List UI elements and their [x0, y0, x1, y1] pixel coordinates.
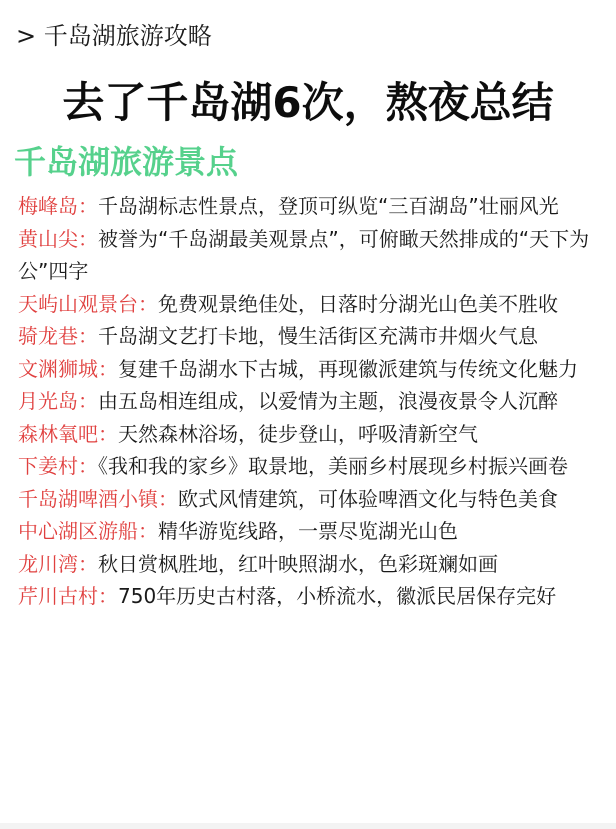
attraction-name: 龙川湾: [18, 551, 78, 576]
attraction-name: 下姜村: [18, 454, 78, 478]
bottom-divider: [0, 823, 616, 829]
attraction-description: 由五岛相连组成，以爱情为主题，浪漫夜景令人沉醉: [98, 389, 558, 413]
attraction-name: 黄山尖: [18, 226, 78, 251]
attraction-separator: ：: [78, 551, 98, 576]
attraction-description: 秋日赏枫胜地，红叶映照湖水，色彩斑斓如画: [98, 551, 498, 576]
attraction-separator: ：: [78, 324, 98, 348]
attraction-description: 天然森林浴场，徒步登山，呼吸清新空气: [118, 421, 478, 446]
attraction-name: 千岛湖啤酒小镇: [18, 486, 158, 511]
attraction-name: 梅峰岛: [18, 194, 78, 218]
page-headline: 去了千岛湖6次，熬夜总结: [62, 78, 554, 127]
attraction-name: 文渊狮城: [18, 356, 98, 381]
attraction-item: [18, 580, 598, 613]
attraction-item: [18, 385, 598, 418]
attraction-description: 免费观景绝佳处，日落时分湖光山色美不胜收: [158, 291, 558, 316]
attraction-separator: ：: [78, 389, 98, 413]
attraction-name: 森林氧吧: [18, 421, 98, 446]
attraction-name: 中心湖区游船: [18, 519, 138, 543]
breadcrumb[interactable]: > 千岛湖旅游攻略: [16, 22, 212, 50]
attraction-item: [18, 418, 598, 451]
attraction-separator: ：: [98, 584, 118, 608]
attraction-name: 骑龙巷: [18, 324, 78, 348]
attraction-item: [18, 515, 598, 548]
attraction-separator: ：: [78, 454, 98, 478]
attraction-name: 月光岛: [18, 389, 78, 413]
attraction-separator: ：: [138, 291, 158, 316]
attraction-separator: ：: [78, 226, 98, 251]
attraction-item: [18, 223, 598, 288]
attraction-name: 天屿山观景台: [18, 291, 138, 316]
attraction-item: [18, 353, 598, 386]
attraction-description: 精华游览线路，一票尽览湖光山色: [158, 519, 458, 543]
attraction-description: 千岛湖标志性景点，登顶可纵览“三百湖岛”壮丽风光: [98, 194, 559, 218]
section-title: 千岛湖旅游景点: [14, 143, 239, 181]
attraction-description: 750年历史古村落，小桥流水，徽派民居保存完好: [118, 584, 557, 608]
attraction-description: 《我和我的家乡》取景地，美丽乡村展现乡村振兴画卷: [98, 454, 568, 478]
attraction-item: [18, 190, 598, 223]
attraction-description: 欧式风情建筑，可体验啤酒文化与特色美食: [178, 486, 558, 511]
attraction-item: [18, 483, 598, 516]
attraction-name: 芹川古村: [18, 584, 98, 608]
attraction-separator: ：: [138, 519, 158, 543]
attraction-item: [18, 548, 598, 581]
attraction-item: [18, 288, 598, 321]
attraction-description: 千岛湖文艺打卡地，慢生活街区充满市井烟火气息: [98, 324, 538, 348]
attraction-description: 复建千岛湖水下古城，再现徽派建筑与传统文化魅力: [118, 356, 578, 381]
attraction-separator: ：: [98, 356, 118, 381]
attraction-list: [18, 190, 598, 613]
attraction-separator: ：: [98, 421, 118, 446]
attraction-item: [18, 320, 598, 353]
attraction-separator: ：: [158, 486, 178, 511]
attraction-separator: ：: [78, 194, 98, 218]
attraction-description: 被誉为“千岛湖最美观景点”，可俯瞰天然排成的“天下为公”四字: [18, 226, 590, 283]
attraction-item: [18, 450, 598, 483]
